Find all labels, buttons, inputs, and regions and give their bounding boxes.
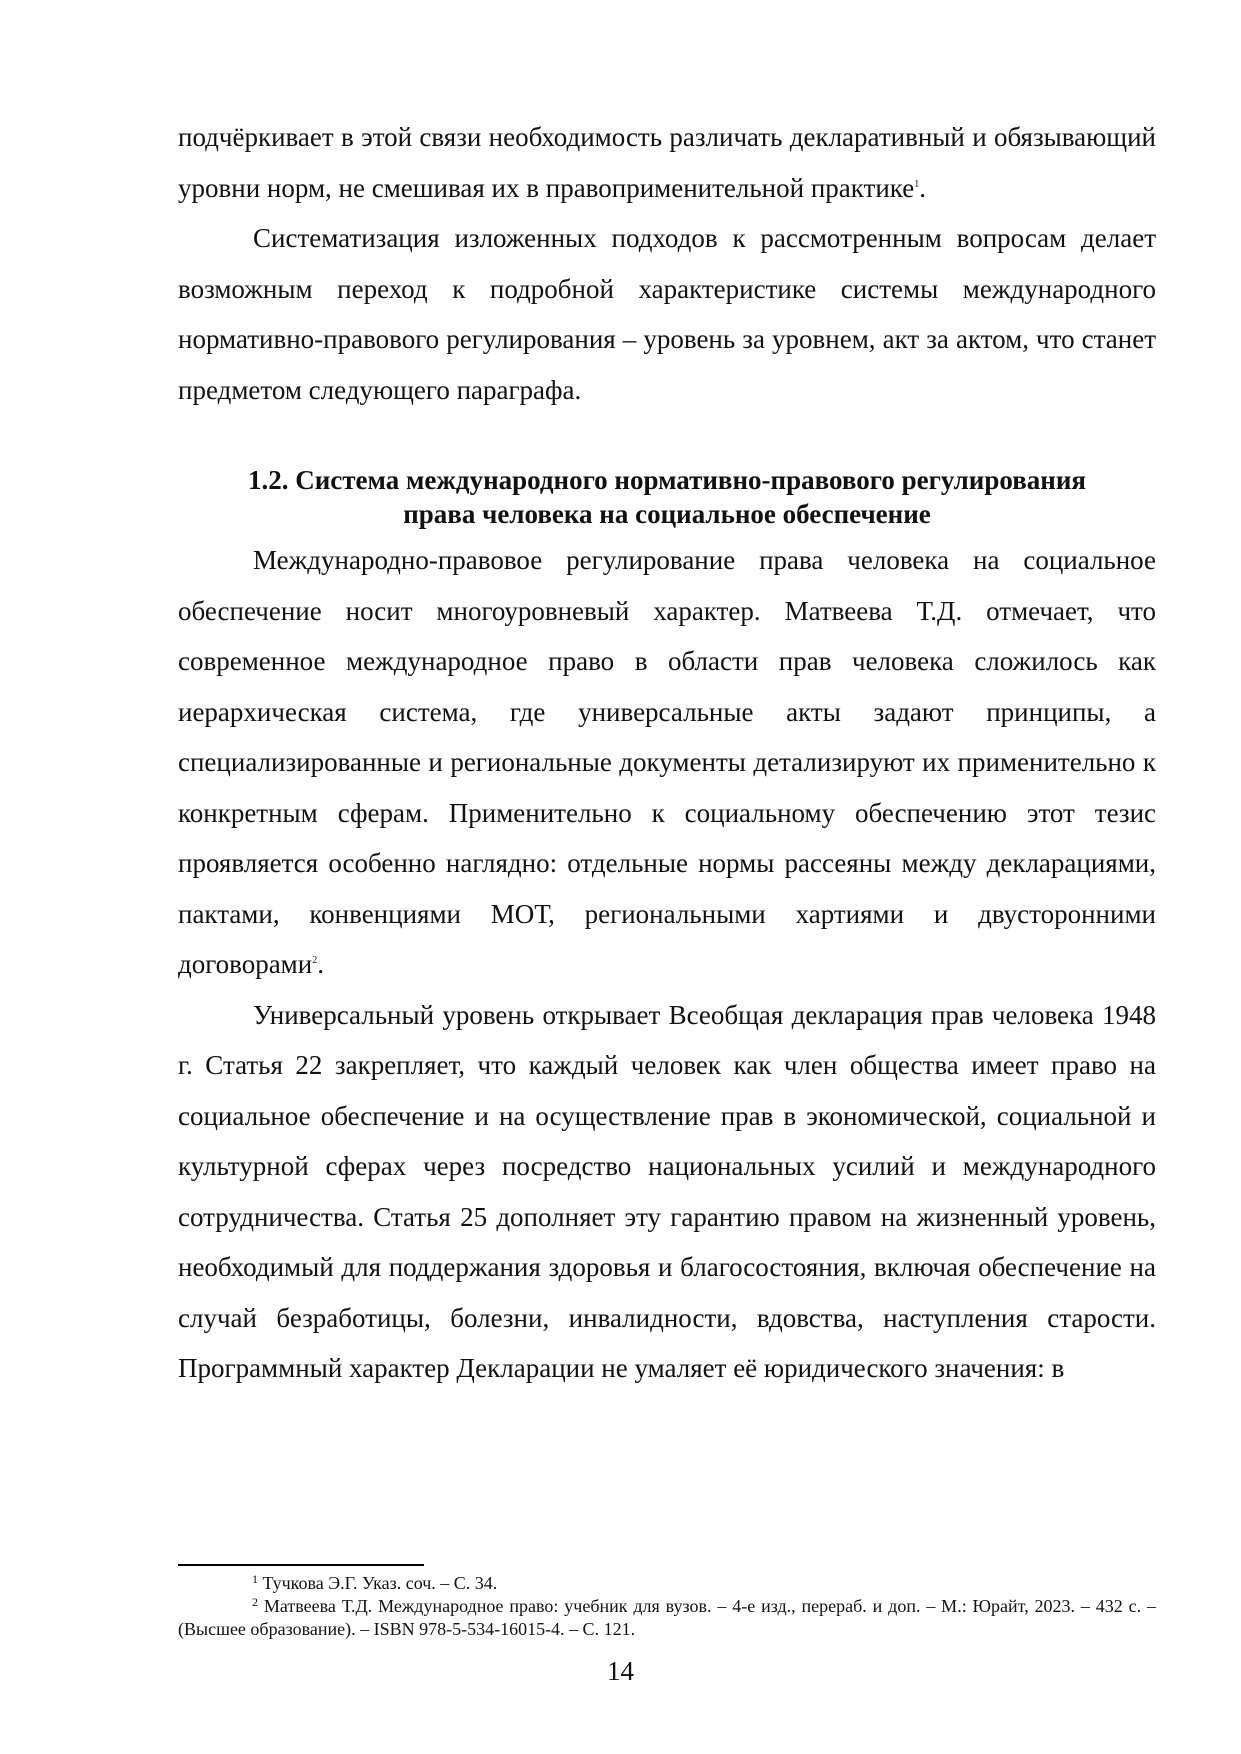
footnote-text: Тучкова Э.Г. Указ. соч. – С. 34. <box>262 1573 498 1593</box>
paragraph <box>178 535 1156 990</box>
paragraph: Универсальный уровень открывает Всеобщая декларация прав человека 1948 г. Статья 22 закрепляет, что каждый человек как член общества имеет право на социальное обеспечение и на осуществление прав в экономической, социальной и культурной сферах через посредство национальных усилий и международного сотрудничества. Статья 25 дополняет эту гарантию правом на жизненный уровень, необходимый для поддержания здоровья и благосостояния, включая обеспечение на случай безработицы, болезни, инвалидности, вдовства, наступления старости. Программный характер Декларации не умаляет её юридического значения: в <box>178 999 1156 1383</box>
paragraph <box>178 112 1156 213</box>
footnote <box>178 1595 1156 1641</box>
footnote <box>178 1572 1156 1595</box>
footnote-number: 2 <box>252 1595 258 1609</box>
section-heading-line: 1.2. Система международного нормативно-правового регулирования <box>247 465 1087 495</box>
section-heading-line: права человека на социальное обеспечение <box>403 499 931 529</box>
paragraph-text: подчёркивает в этой связи необходимость различать декларативный и обязывающий уровни норм, не смешивая их в правоприменительной практике <box>178 122 1156 203</box>
section-heading <box>178 463 1156 531</box>
footnote-number: 1 <box>252 1572 258 1586</box>
paragraph: Систематизация изложенных подходов к рассмотренным вопросам делает возможным переход к подробной характеристике системы международного нормативно-правового регулирования – уровень за уровнем, акт за актом, что станет предметом следующего параграфа. <box>178 223 1156 405</box>
footnote-text: Матвеева Т.Д. Международное право: учебник для вузов. – 4-е изд., перераб. и доп. – М.: Юрайт, 2023. – 432 с. – (Высшее образование). – ISBN 978-5-534-16015-4. – С. 121. <box>178 1596 1157 1639</box>
paragraph-text: Международно-правовое регулирование права человека на социальное обеспечение носит многоуровневый характер. Матвеева Т.Д. отмечает, что современное международное право в области прав человека сложилось как иерархическая система, где универсальные акты задают принципы, а специализированные и региональные документы детализируют их применительно к конкретным сферам. Применительно к социальному обеспечению этот тезис проявляется особенно наглядно: отдельные нормы рассеяны между декларациями, пактами, конвенциями МОТ, региональными хартиями и двусторонними договорами <box>178 545 1156 979</box>
footnotes <box>178 1572 1156 1641</box>
main-text <box>178 112 1156 1394</box>
paragraph-tail: . <box>919 172 926 203</box>
footnote-reference: 2 <box>312 955 318 966</box>
footnote-separator <box>178 1564 424 1566</box>
page-number: 14 <box>607 1656 634 1686</box>
footnote-reference: 1 <box>914 178 920 190</box>
paragraph-tail: . <box>317 949 324 979</box>
